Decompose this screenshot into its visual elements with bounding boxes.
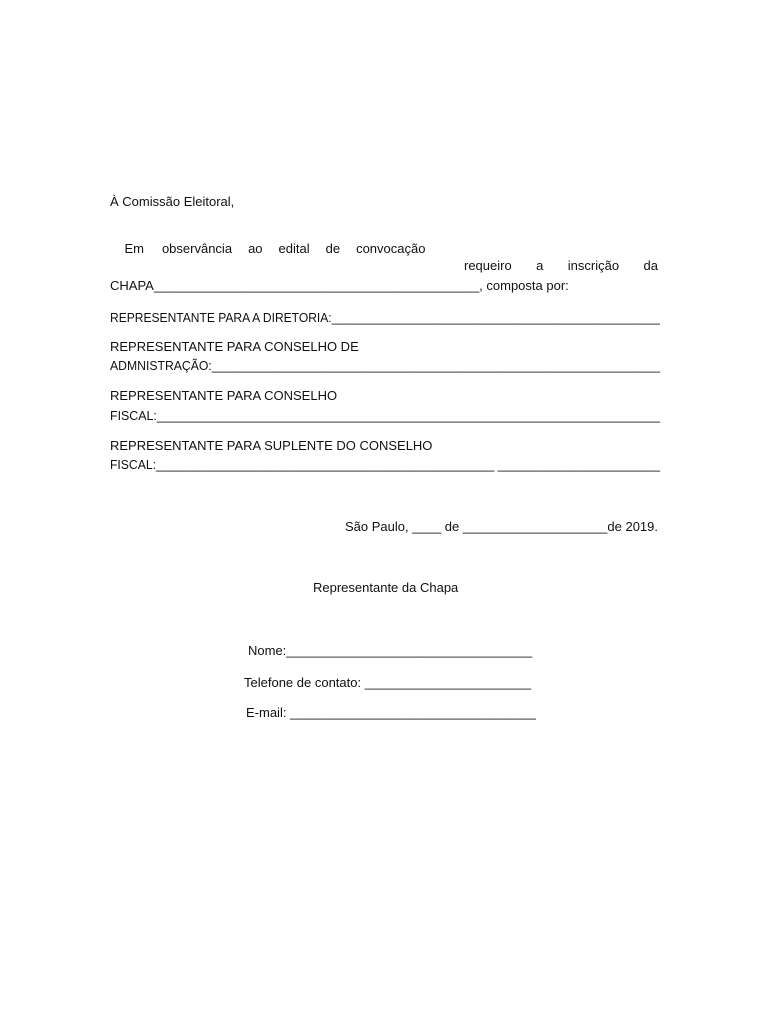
date-line: São Paulo, ____ de ____________________de 2019. <box>344 519 658 534</box>
intro-word: edital <box>278 241 310 256</box>
conselho-adm-line: ADMNISTRAÇÃO:__________________________________________________________________ <box>110 358 660 373</box>
intro-word: observância <box>161 241 233 256</box>
conselho-adm-label: REPRESENTANTE PARA CONSELHO DE <box>110 339 359 354</box>
intro-line <box>110 225 425 273</box>
nome-field: Nome:__________________________________ <box>248 643 533 658</box>
intro-word: convocação <box>356 241 426 256</box>
suplente-label: REPRESENTANTE PARA SUPLENTE DO CONSELHO <box>110 438 433 453</box>
conselho-fiscal-line: FISCAL:_________________________________________________________________________ <box>110 408 660 423</box>
intro-word: de <box>325 241 341 256</box>
salutation: À Comissão Eleitoral, <box>110 194 235 209</box>
conselho-fiscal-label: REPRESENTANTE PARA CONSELHO <box>110 388 338 403</box>
request-word: a <box>536 258 544 273</box>
request-word: requeiro <box>464 258 512 273</box>
chapa-line: CHAPA_____________________________________________, composta por: <box>110 278 569 293</box>
telefone-field: Telefone de contato: _______________________ <box>244 675 531 690</box>
request-word: inscrição <box>567 258 620 273</box>
suplente-line: FISCAL:__________________________________________________ ________________________ <box>110 457 660 472</box>
request-word: da <box>643 258 658 273</box>
intro-word: Em <box>124 241 144 256</box>
diretoria-line: REPRESENTANTE PARA A DIRETORIA:_________________________________________________ <box>110 310 661 325</box>
intro-word: ao <box>248 241 263 256</box>
email-field: E-mail: __________________________________ <box>246 705 536 720</box>
signature-title: Representante da Chapa <box>313 580 459 595</box>
request-line <box>464 258 658 274</box>
